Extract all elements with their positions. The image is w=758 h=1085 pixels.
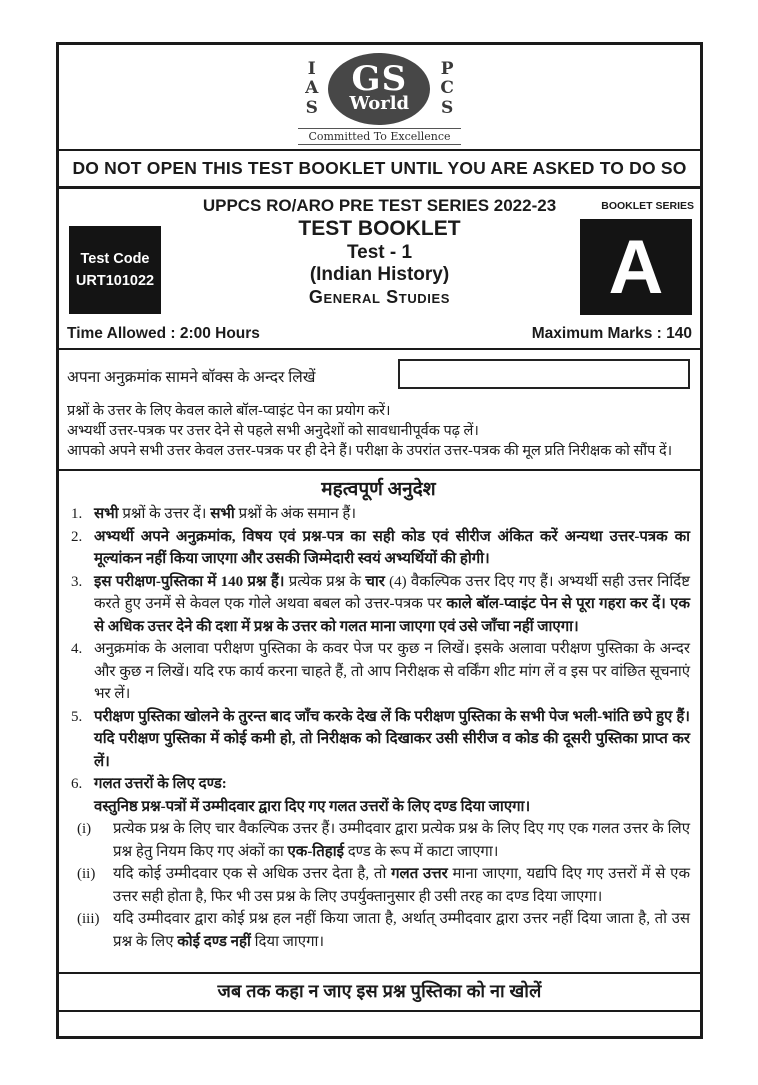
instruction-number: 1. xyxy=(71,506,83,522)
instruction-item xyxy=(67,638,690,706)
roll-number-section xyxy=(59,348,700,469)
important-instructions-section xyxy=(59,469,700,972)
test-number: Test - 1 xyxy=(346,242,413,263)
test-code-label: Test Code xyxy=(80,250,150,267)
logo-gs-text: GS xyxy=(351,59,408,100)
do-not-open-banner: DO NOT OPEN THIS TEST BOOKLET UNTIL YOU ARE ASKED TO DO SO xyxy=(59,149,700,186)
instruction-number: 6. xyxy=(71,776,83,792)
logo-letter: C xyxy=(440,78,454,99)
note-line: प्रश्नों के उत्तर के लिए केवल काले बॉल-प्वाइंट पेन का प्रयोग करें। xyxy=(67,403,391,419)
logo-letter: S xyxy=(305,97,318,118)
logo-world-text: World xyxy=(349,92,410,114)
logo-letter: A xyxy=(305,78,319,99)
instruction-number: 3. xyxy=(71,573,83,590)
subitem-label: (ii) xyxy=(77,866,96,882)
booklet-series-label: BOOKLET SERIES xyxy=(601,200,694,212)
instruction-subitem xyxy=(67,863,690,908)
instruction-subitem xyxy=(67,818,690,863)
instructions-list xyxy=(67,503,690,953)
booklet-title: TEST BOOKLET xyxy=(298,217,461,240)
general-notes xyxy=(67,401,692,461)
instruction-subitem xyxy=(67,908,690,953)
instruction-text: परीक्षण पुस्तिका खोलने के तुरन्त बाद जाँच करके देख लें कि परीक्षण पुस्तिका के सभी पेज भली-भांति छपे हुए हैं। यदि परीक्षण पुस्तिका में कोई कमी हो, तो निरीक्षक को दिखाकर उसी सीरीज व कोड की दूसरी पुस्तिका प्राप्त कर लें। xyxy=(94,708,690,770)
instruction-text: अभ्यर्थी अपने अनुक्रमांक, विषय एवं प्रश्न-पत्र का सही कोड एवं सीरीज अंकित करें अन्यथा उत्तर-पत्रक का मूल्यांकन नहीं किया जाएगा और उसकी जिम्मेदारी स्वयं अभ्यर्थियों की होगी। xyxy=(94,528,690,567)
roll-number-box xyxy=(398,359,690,389)
instruction-item xyxy=(67,503,690,526)
instruction-item xyxy=(67,571,690,639)
logo-pcs-letters xyxy=(440,60,454,119)
instruction-text: सभी प्रश्नों के उत्तर दें। सभी प्रश्नों के अंक समान हैं। xyxy=(94,506,357,522)
logo-letter: I xyxy=(307,58,316,79)
roll-number-prompt: अपना अनुक्रमांक सामने बॉक्स के अन्दर लिखें xyxy=(67,369,316,386)
instruction-text: अनुक्रमांक के अलावा परीक्षण पुस्तिका के कवर पेज पर कुछ न लिखें। इसके अलावा परीक्षण पुस्तिका के अन्दर और कुछ न लिखें। यदि रफ कार्य करना चाहते हैं, तो आप निरीक्षक से वर्किंग शीट मांग लें व इस पर वांछित सूचनाएं भर लें। xyxy=(94,641,690,702)
instruction-item xyxy=(67,706,690,774)
logo-ias-letters xyxy=(305,60,318,119)
subitem-label: (i) xyxy=(77,821,92,837)
logo-letter: S xyxy=(440,97,454,118)
booklet-header xyxy=(59,186,700,348)
subitem-text: प्रत्येक प्रश्न के लिए चार वैकल्पिक उत्तर हैं। उम्मीदवार द्वारा प्रत्येक प्रश्न के लिए दिए गए एक गलत उत्तर के लिए प्रश्न हेतु नियम किए गए अंकों का एक-तिहाई दण्ड के रूप में काटा जाएगा। xyxy=(113,821,690,860)
gs-world-logo xyxy=(59,45,700,149)
logo-letter: P xyxy=(440,58,454,79)
instruction-number: 2. xyxy=(71,528,83,545)
note-line: अभ्यर्थी उत्तर-पत्रक पर उत्तर देने से पहले सभी अनुदेशों को सावधानीपूर्वक पढ़ लें। xyxy=(67,423,479,439)
empty-footer-row xyxy=(59,1010,700,1036)
maximum-marks: Maximum Marks : 140 xyxy=(531,325,692,342)
note-line: आपको अपने सभी उत्तर केवल उत्तर-पत्रक पर ही देने हैं। परीक्षा के उपरांत उत्तर-पत्रक की मूल प्रति निरीक्षक को सौंप दें। xyxy=(67,443,673,459)
paper-name: General Studies xyxy=(308,287,451,307)
test-booklet-cover-page xyxy=(56,42,703,1039)
instruction-number: 4. xyxy=(71,641,83,657)
test-code-value: URT101022 xyxy=(75,273,155,289)
instruction-item xyxy=(67,526,690,571)
instruction-text: इस परीक्षण-पुस्तिका में 140 प्रश्न हैं। प्रत्येक प्रश्न के चार (4) वैकल्पिक उत्तर दिए गए हैं। अभ्यर्थी सही उत्तर निर्दिष्ट करते हुए उनमें से केवल एक गोले अथवा बबल को उत्तर-पत्रक पर काले बॉल-प्वाइंट पेन से पूरा गहरा कर दें। एक से अधिक उत्तर देने की दशा में प्रश्न के उत्तर को गलत माना जाएगा एवं उसे जाँचा नहीं जाएगा। xyxy=(94,573,690,635)
do-not-open-bottom-banner: जब तक कहा न जाए इस प्रश्न पुस्तिका को ना खोलें xyxy=(59,972,700,1010)
subitem-text: यदि उम्मीदवार द्वारा कोई प्रश्न हल नहीं किया जाता है, अर्थात् उम्मीदवार द्वारा उत्तर नहीं दिया जाता है, तो उस प्रश्न के लिए कोई दण्ड नहीं दिया जाएगा। xyxy=(113,911,690,950)
booklet-series-box: A xyxy=(580,219,692,315)
subject-title: (Indian History) xyxy=(309,264,450,285)
logo-tagline: Committed To Excellence xyxy=(298,128,460,145)
time-allowed: Time Allowed : 2:00 Hours xyxy=(67,325,260,342)
gs-world-ellipse-icon xyxy=(328,53,430,125)
instruction-paragraph: वस्तुनिष्ठ प्रश्न-पत्रों में उम्मीदवार द्वारा दिए गए गलत उत्तरों के लिए दण्ड दिया जाएगा। xyxy=(94,798,531,815)
series-title: UPPCS RO/ARO PRE TEST SERIES 2022-23 xyxy=(202,196,557,215)
instruction-item xyxy=(67,773,690,796)
subitem-text: यदि कोई उम्मीदवार एक से अधिक उत्तर देता है, तो गलत उत्तर माना जाएगा, यद्यपि दिए गए उत्तरों में से एक उत्तर सही होता है, फिर भी उस प्रश्न के लिए उपर्युक्तानुसार ही उसी तरह का दण्ड दिया जाएगा। xyxy=(113,866,690,905)
subitem-label: (iii) xyxy=(77,911,100,927)
important-instructions-heading: महत्वपूर्ण अनुदेश xyxy=(321,479,436,500)
instruction-number: 5. xyxy=(71,708,83,725)
instruction-text: गलत उत्तरों के लिए दण्ड: xyxy=(94,776,227,792)
